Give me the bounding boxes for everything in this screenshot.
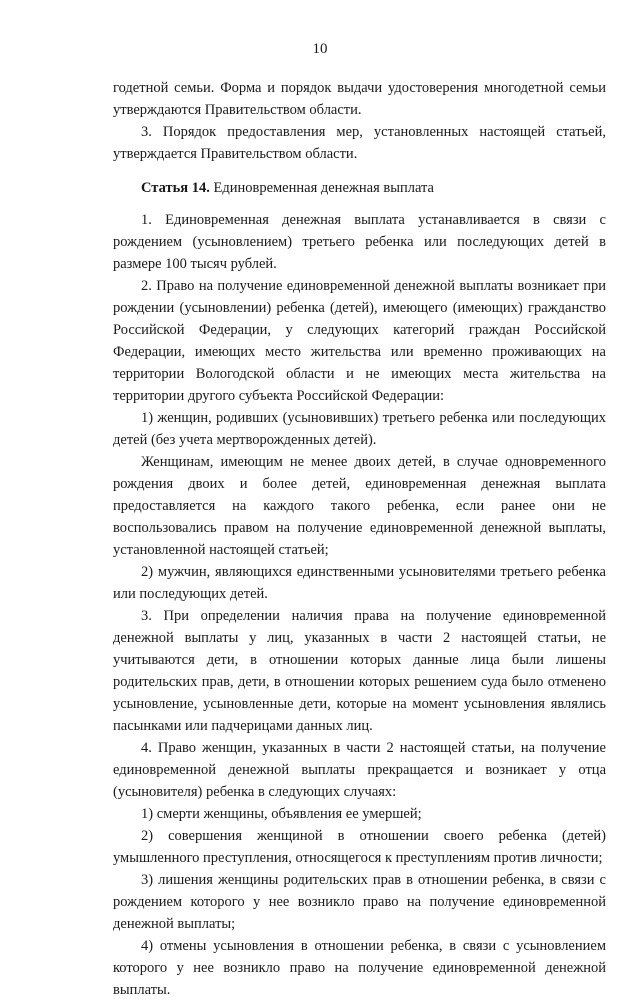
paragraph: 4. Право женщин, указанных в части 2 настоящей статьи, на получение единовременной денежной выплаты прекращается и возникает у отца (усыновителя) ребенка в следующих случаях:: [113, 740, 606, 800]
document-body: [113, 77, 606, 1001]
paragraph-continuation: годетной семьи. Форма и порядок выдачи удостоверения многодетной семьи утверждаются Правительством области.: [113, 80, 606, 118]
paragraph: Женщинам, имеющим не менее двоих детей, в случае одновременного рождения двоих и более детей, единовременная денежная выплата предоставляется на каждого такого ребенка, если ранее они не воспользовались правом на получение единовременной денежной выплаты, установленной настоящей статьей;: [113, 454, 606, 558]
paragraph: 3. Порядок предоставления мер, установленных настоящей статьей, утверждается Правительством области.: [113, 124, 606, 162]
paragraph: 2. Право на получение единовременной денежной выплаты возникает при рождении (усыновлении) ребенка (детей), имеющего (имеющих) гражданство Российской Федерации, у следующих категорий граждан Российской Федерации, имеющих место жительства или временно проживающих на территории Вологодской области и не имеющих места жительства на территории другого субъекта Российской Федерации:: [113, 278, 606, 404]
paragraph: 1. Единовременная денежная выплата устанавливается в связи с рождением (усыновлением) третьего ребенка или последующих детей в размере 100 тысяч рублей.: [113, 212, 606, 272]
paragraph: 1) смерти женщины, объявления ее умершей;: [141, 806, 422, 822]
article-title: Единовременная денежная выплата: [213, 180, 434, 196]
page-number: 10: [312, 41, 328, 57]
paragraph: 2) мужчин, являющихся единственными усыновителями третьего ребенка или последующих детей.: [113, 564, 606, 602]
paragraph: 1) женщин, родивших (усыновивших) третьего ребенка или последующих детей (без учета мертворожденных детей).: [113, 410, 606, 448]
paragraph: 4) отмены усыновления в отношении ребенка, в связи с усыновлением которого у нее возникло право на получение единовременной денежной выплаты.: [113, 938, 606, 998]
paragraph: 3. При определении наличия права на получение единовременной денежной выплаты у лиц, указанных в части 2 настоящей статьи, не учитываются дети, в отношении которых данные лица были лишены родительских прав, дети, в отношении которых решением суда было отменено усыновление, усыновленные дети, которые на момент усыновления являлись пасынками или падчерицами данных лиц.: [113, 608, 606, 734]
paragraph: 2) совершения женщиной в отношении своего ребенка (детей) умышленного преступления, относящегося к преступлениям против личности;: [113, 828, 606, 866]
article-label: Статья 14.: [141, 180, 210, 196]
article-heading: [113, 177, 606, 199]
paragraph: 3) лишения женщины родительских прав в отношении ребенка, в связи с рождением которого у нее возникло право на получение единовременной денежной выплаты;: [113, 872, 606, 932]
